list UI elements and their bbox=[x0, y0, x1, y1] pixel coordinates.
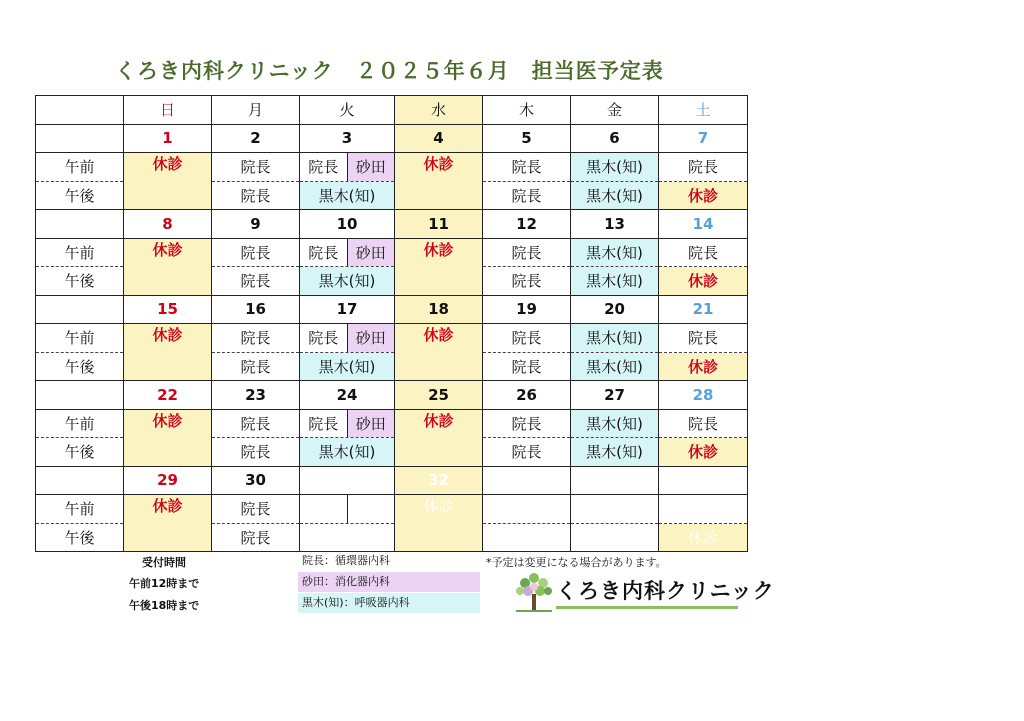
weekday-fri: 金 bbox=[571, 96, 659, 125]
am-label: 午前 bbox=[36, 153, 124, 182]
date-cell: 15 bbox=[124, 295, 212, 324]
doctor-cell: 院長 bbox=[483, 409, 571, 438]
date-cell: 20 bbox=[571, 295, 659, 324]
legend-kuroki: 黒木(知)：呼吸器内科 bbox=[298, 593, 480, 613]
date-cell: 17 bbox=[300, 295, 395, 324]
weekday-sat: 土 bbox=[659, 96, 748, 125]
date-cell: 1 bbox=[124, 124, 212, 153]
closed-cell: 休診 bbox=[124, 153, 212, 210]
am-row bbox=[36, 324, 748, 353]
doctor-cell-split: 院長 砂田 bbox=[300, 238, 395, 267]
date-cell: 8 bbox=[124, 210, 212, 239]
doctor-cell: 黒木(知) bbox=[571, 324, 659, 353]
doctor-cell-split: 院長 砂田 bbox=[300, 409, 395, 438]
empty-cell bbox=[659, 495, 748, 524]
date-cell: 2 bbox=[212, 124, 300, 153]
empty-cell bbox=[483, 523, 571, 552]
page-title: くろき内科クリニック ２０２５年６月 担当医予定表 bbox=[115, 59, 664, 83]
clinic-logo bbox=[514, 570, 775, 615]
doctor-cell: 黒木(知) bbox=[300, 438, 395, 467]
empty-cell bbox=[300, 523, 395, 552]
closed-cell: 休診 bbox=[395, 153, 483, 210]
date-cell: 21 bbox=[659, 295, 748, 324]
date-cell: 23 bbox=[212, 381, 300, 410]
date-cell bbox=[483, 466, 571, 495]
date-cell: 30 bbox=[212, 466, 300, 495]
closed-cell-faint: 休診 bbox=[395, 495, 483, 552]
empty-cell bbox=[571, 523, 659, 552]
date-cell: 5 bbox=[483, 124, 571, 153]
date-cell bbox=[571, 466, 659, 495]
date-cell: 14 bbox=[659, 210, 748, 239]
doctor-cell: 院長 bbox=[212, 153, 300, 182]
doctor-cell: 院長 bbox=[659, 324, 748, 353]
doctor-cell: 院長 bbox=[659, 238, 748, 267]
date-row bbox=[36, 466, 748, 495]
empty-cell bbox=[483, 495, 571, 524]
doctor-cell: 黒木(知) bbox=[571, 267, 659, 296]
date-cell bbox=[300, 466, 395, 495]
date-row bbox=[36, 381, 748, 410]
doctor-cell: 院長 bbox=[483, 324, 571, 353]
date-cell: 24 bbox=[300, 381, 395, 410]
doctor-cell: 院長 bbox=[212, 495, 300, 524]
weekday-wed: 水 bbox=[395, 96, 483, 125]
closed-cell: 休診 bbox=[659, 438, 748, 467]
weekday-thu: 木 bbox=[483, 96, 571, 125]
schedule-note: *予定は変更になる場合があります。 bbox=[486, 556, 667, 569]
closed-cell: 休診 bbox=[395, 324, 483, 381]
date-row bbox=[36, 124, 748, 153]
hours-pm: 午後18時まで bbox=[129, 599, 200, 612]
am-row bbox=[36, 153, 748, 182]
doctor-cell: 黒木(知) bbox=[300, 267, 395, 296]
closed-cell: 休診 bbox=[124, 324, 212, 381]
pm-label: 午後 bbox=[36, 438, 124, 467]
doctor-cell: 黒木(知) bbox=[300, 181, 395, 210]
weekday-header-row bbox=[36, 96, 748, 125]
doctor-cell: 院長 bbox=[212, 438, 300, 467]
closed-cell: 休診 bbox=[659, 181, 748, 210]
doctor-cell: 院長 bbox=[212, 181, 300, 210]
doctor-cell: 院長 bbox=[483, 238, 571, 267]
doctor-cell: 黒木(知) bbox=[571, 238, 659, 267]
date-cell: 10 bbox=[300, 210, 395, 239]
doctor-cell: 院長 bbox=[212, 409, 300, 438]
closed-cell: 休診 bbox=[124, 495, 212, 552]
doctor-cell-split: 院長 砂田 bbox=[300, 324, 395, 353]
closed-cell: 休診 bbox=[395, 409, 483, 466]
closed-cell: 休診 bbox=[659, 267, 748, 296]
doctor-cell: 院長 bbox=[212, 523, 300, 552]
date-cell: 9 bbox=[212, 210, 300, 239]
date-cell: 4 bbox=[395, 124, 483, 153]
tree-icon bbox=[514, 570, 554, 614]
am-row bbox=[36, 409, 748, 438]
legend-sunada: 砂田：消化器内科 bbox=[298, 572, 480, 592]
doctor-cell: 黒木(知) bbox=[571, 153, 659, 182]
date-cell: 11 bbox=[395, 210, 483, 239]
weekday-tue: 火 bbox=[300, 96, 395, 125]
doctor-cell: 院長 bbox=[212, 267, 300, 296]
clinic-logo-text: くろき内科クリニック bbox=[556, 579, 775, 603]
pm-label: 午後 bbox=[36, 181, 124, 210]
am-label: 午前 bbox=[36, 324, 124, 353]
closed-cell: 休診 bbox=[395, 238, 483, 295]
am-row bbox=[36, 238, 748, 267]
date-cell: 18 bbox=[395, 295, 483, 324]
schedule-table bbox=[35, 95, 748, 552]
empty-split-cell bbox=[300, 495, 395, 524]
date-cell: 6 bbox=[571, 124, 659, 153]
date-cell: 13 bbox=[571, 210, 659, 239]
am-row bbox=[36, 495, 748, 524]
am-label: 午前 bbox=[36, 495, 124, 524]
date-cell: 12 bbox=[483, 210, 571, 239]
doctor-cell: 黒木(知) bbox=[571, 352, 659, 381]
date-cell: 22 bbox=[124, 381, 212, 410]
pm-label: 午後 bbox=[36, 523, 124, 552]
closed-cell-faint: 休診 bbox=[659, 523, 748, 552]
doctor-cell: 院長 bbox=[483, 438, 571, 467]
doctor-cell: 院長 bbox=[659, 409, 748, 438]
doctor-cell: 院長 bbox=[483, 267, 571, 296]
date-cell bbox=[659, 466, 748, 495]
am-label: 午前 bbox=[36, 238, 124, 267]
doctor-cell: 院長 bbox=[483, 352, 571, 381]
date-cell: 26 bbox=[483, 381, 571, 410]
closed-cell: 休診 bbox=[124, 409, 212, 466]
date-cell: 27 bbox=[571, 381, 659, 410]
doctor-cell: 院長 bbox=[483, 181, 571, 210]
weekday-sun: 日 bbox=[124, 96, 212, 125]
doctor-cell: 院長 bbox=[212, 352, 300, 381]
date-cell: 25 bbox=[395, 381, 483, 410]
date-cell: 19 bbox=[483, 295, 571, 324]
hours-am: 午前12時まで bbox=[129, 577, 200, 590]
pm-label: 午後 bbox=[36, 267, 124, 296]
doctor-cell: 院長 bbox=[659, 153, 748, 182]
date-cell: 7 bbox=[659, 124, 748, 153]
doctor-cell: 黒木(知) bbox=[300, 352, 395, 381]
doctor-cell: 黒木(知) bbox=[571, 181, 659, 210]
empty-cell bbox=[571, 495, 659, 524]
doctor-cell: 黒木(知) bbox=[571, 409, 659, 438]
date-cell: 3 bbox=[300, 124, 395, 153]
date-row bbox=[36, 295, 748, 324]
closed-cell: 休診 bbox=[659, 352, 748, 381]
date-cell: 16 bbox=[212, 295, 300, 324]
doctor-cell: 院長 bbox=[483, 153, 571, 182]
date-cell: 29 bbox=[124, 466, 212, 495]
date-row bbox=[36, 210, 748, 239]
legend-incho: 院長：循環器内科 bbox=[302, 554, 390, 567]
date-cell-faint: 32 bbox=[395, 466, 483, 495]
hours-title: 受付時間 bbox=[142, 556, 186, 569]
doctor-cell: 黒木(知) bbox=[571, 438, 659, 467]
logo-underline bbox=[556, 606, 738, 609]
doctor-cell: 院長 bbox=[212, 324, 300, 353]
doctor-cell-split: 院長 砂田 bbox=[300, 153, 395, 182]
doctor-cell: 院長 bbox=[212, 238, 300, 267]
weekday-mon: 月 bbox=[212, 96, 300, 125]
am-label: 午前 bbox=[36, 409, 124, 438]
date-cell: 28 bbox=[659, 381, 748, 410]
pm-label: 午後 bbox=[36, 352, 124, 381]
corner-cell bbox=[36, 96, 124, 125]
closed-cell: 休診 bbox=[124, 238, 212, 295]
